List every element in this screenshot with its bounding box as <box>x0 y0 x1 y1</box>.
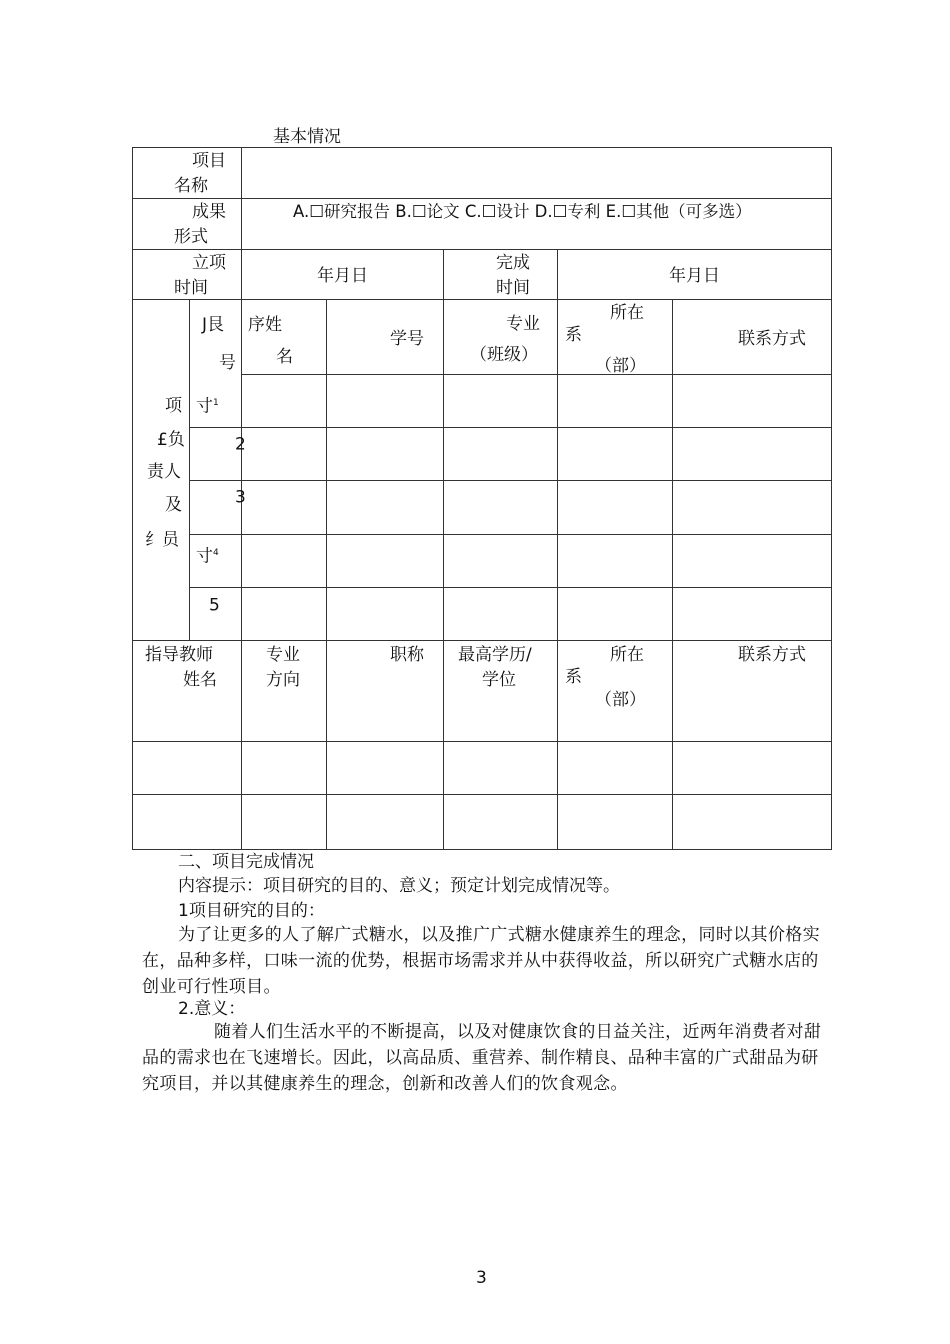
header-name-1: 序姓 <box>248 315 282 335</box>
result-form-label-1: 成果 <box>192 202 226 222</box>
page-number: 3 <box>476 1268 487 1288</box>
start-date-label-1: 立项 <box>192 253 226 273</box>
header-seq-1: J艮 <box>202 315 225 335</box>
header-seq-2: 号 <box>219 353 236 373</box>
advisor-header-name-1: 指导教师 <box>145 645 213 665</box>
section2-title: 二、项目完成情况 <box>178 852 314 872</box>
advisor-header-dept-1: 所在 <box>610 645 644 665</box>
advisor-header-direction-2: 方向 <box>266 670 300 690</box>
header-major-1: 专业 <box>506 314 540 334</box>
members-side-label-5: 纟员 <box>145 530 179 550</box>
result-form-options[interactable]: A.☐研究报告 B.☐论文 C.☐设计 D.☐专利 E.☐其他（可多选） <box>293 202 752 221</box>
header-student-id: 学号 <box>390 329 424 349</box>
start-date-label-2: 时间 <box>174 278 208 298</box>
project-name-label-2: 名称 <box>174 176 208 196</box>
header-dept-1: 所在 <box>610 303 644 323</box>
advisor-header-degree-2: 学位 <box>482 670 516 690</box>
header-major-2: （班级） <box>470 345 538 365</box>
members-side-label-2: £负 <box>157 430 185 450</box>
section2-hint: 内容提示：项目研究的目的、意义；预定计划完成情况等。 <box>178 876 620 896</box>
members-side-label-3: 责人 <box>147 462 181 482</box>
member-row-4-seq: 寸$^4$ <box>196 546 219 567</box>
end-date-value[interactable]: 年月日 <box>669 266 720 286</box>
header-contact: 联系方式 <box>738 329 806 349</box>
member-row-3-seq: 3 <box>235 487 246 508</box>
advisor-header-name-2: 姓名 <box>183 670 217 690</box>
meaning-heading: 2.意义： <box>178 999 246 1019</box>
members-side-label-1: 项 <box>165 396 182 416</box>
advisor-header-direction-1: 专业 <box>266 645 300 665</box>
end-date-label-1: 完成 <box>496 253 530 273</box>
header-name-2: 名 <box>276 347 293 367</box>
advisor-header-contact: 联系方式 <box>738 645 806 665</box>
header-dept-2: 系 <box>565 325 582 345</box>
header-dept-3: （部） <box>595 356 646 376</box>
result-form-label-2: 形式 <box>174 227 208 247</box>
purpose-text: 为了让更多的人了解广式糖水，以及推广广式糖水健康养生的理念，同时以其价格实在，品种多样，口味一流的优势，根据市场需求并从中获得收益，所以研究广式糖水店的创业可行性项目。 <box>142 925 820 997</box>
advisor-header-title: 职称 <box>390 645 424 665</box>
meaning-text: 随着人们生活水平的不断提高，以及对健康饮食的日益关注，近两年消费者对甜品的需求也在飞速增长。因此，以高品质、重营养、制作精良、品种丰富的广式甜品为研究项目，并以其健康养生的理念，创新和改善人们的饮食观念。 <box>142 1022 822 1094</box>
member-row-5-seq: 5 <box>209 595 220 616</box>
section-title: 基本情况 <box>273 127 341 147</box>
project-name-label-1: 项目 <box>192 151 226 171</box>
advisor-header-dept-3: （部） <box>595 690 646 710</box>
advisor-header-dept-2: 系 <box>565 667 582 687</box>
members-side-label-4: 及 <box>165 495 182 515</box>
purpose-heading: 1项目研究的目的： <box>178 901 325 921</box>
project-name-value[interactable] <box>250 160 820 186</box>
advisor-header-degree-1: 最高学历/ <box>458 645 532 665</box>
end-date-label-2: 时间 <box>496 278 530 298</box>
start-date-value[interactable]: 年月日 <box>317 266 368 286</box>
member-row-2-seq: 2 <box>235 434 246 455</box>
member-row-1-seq: 寸$^1$ <box>196 396 219 417</box>
